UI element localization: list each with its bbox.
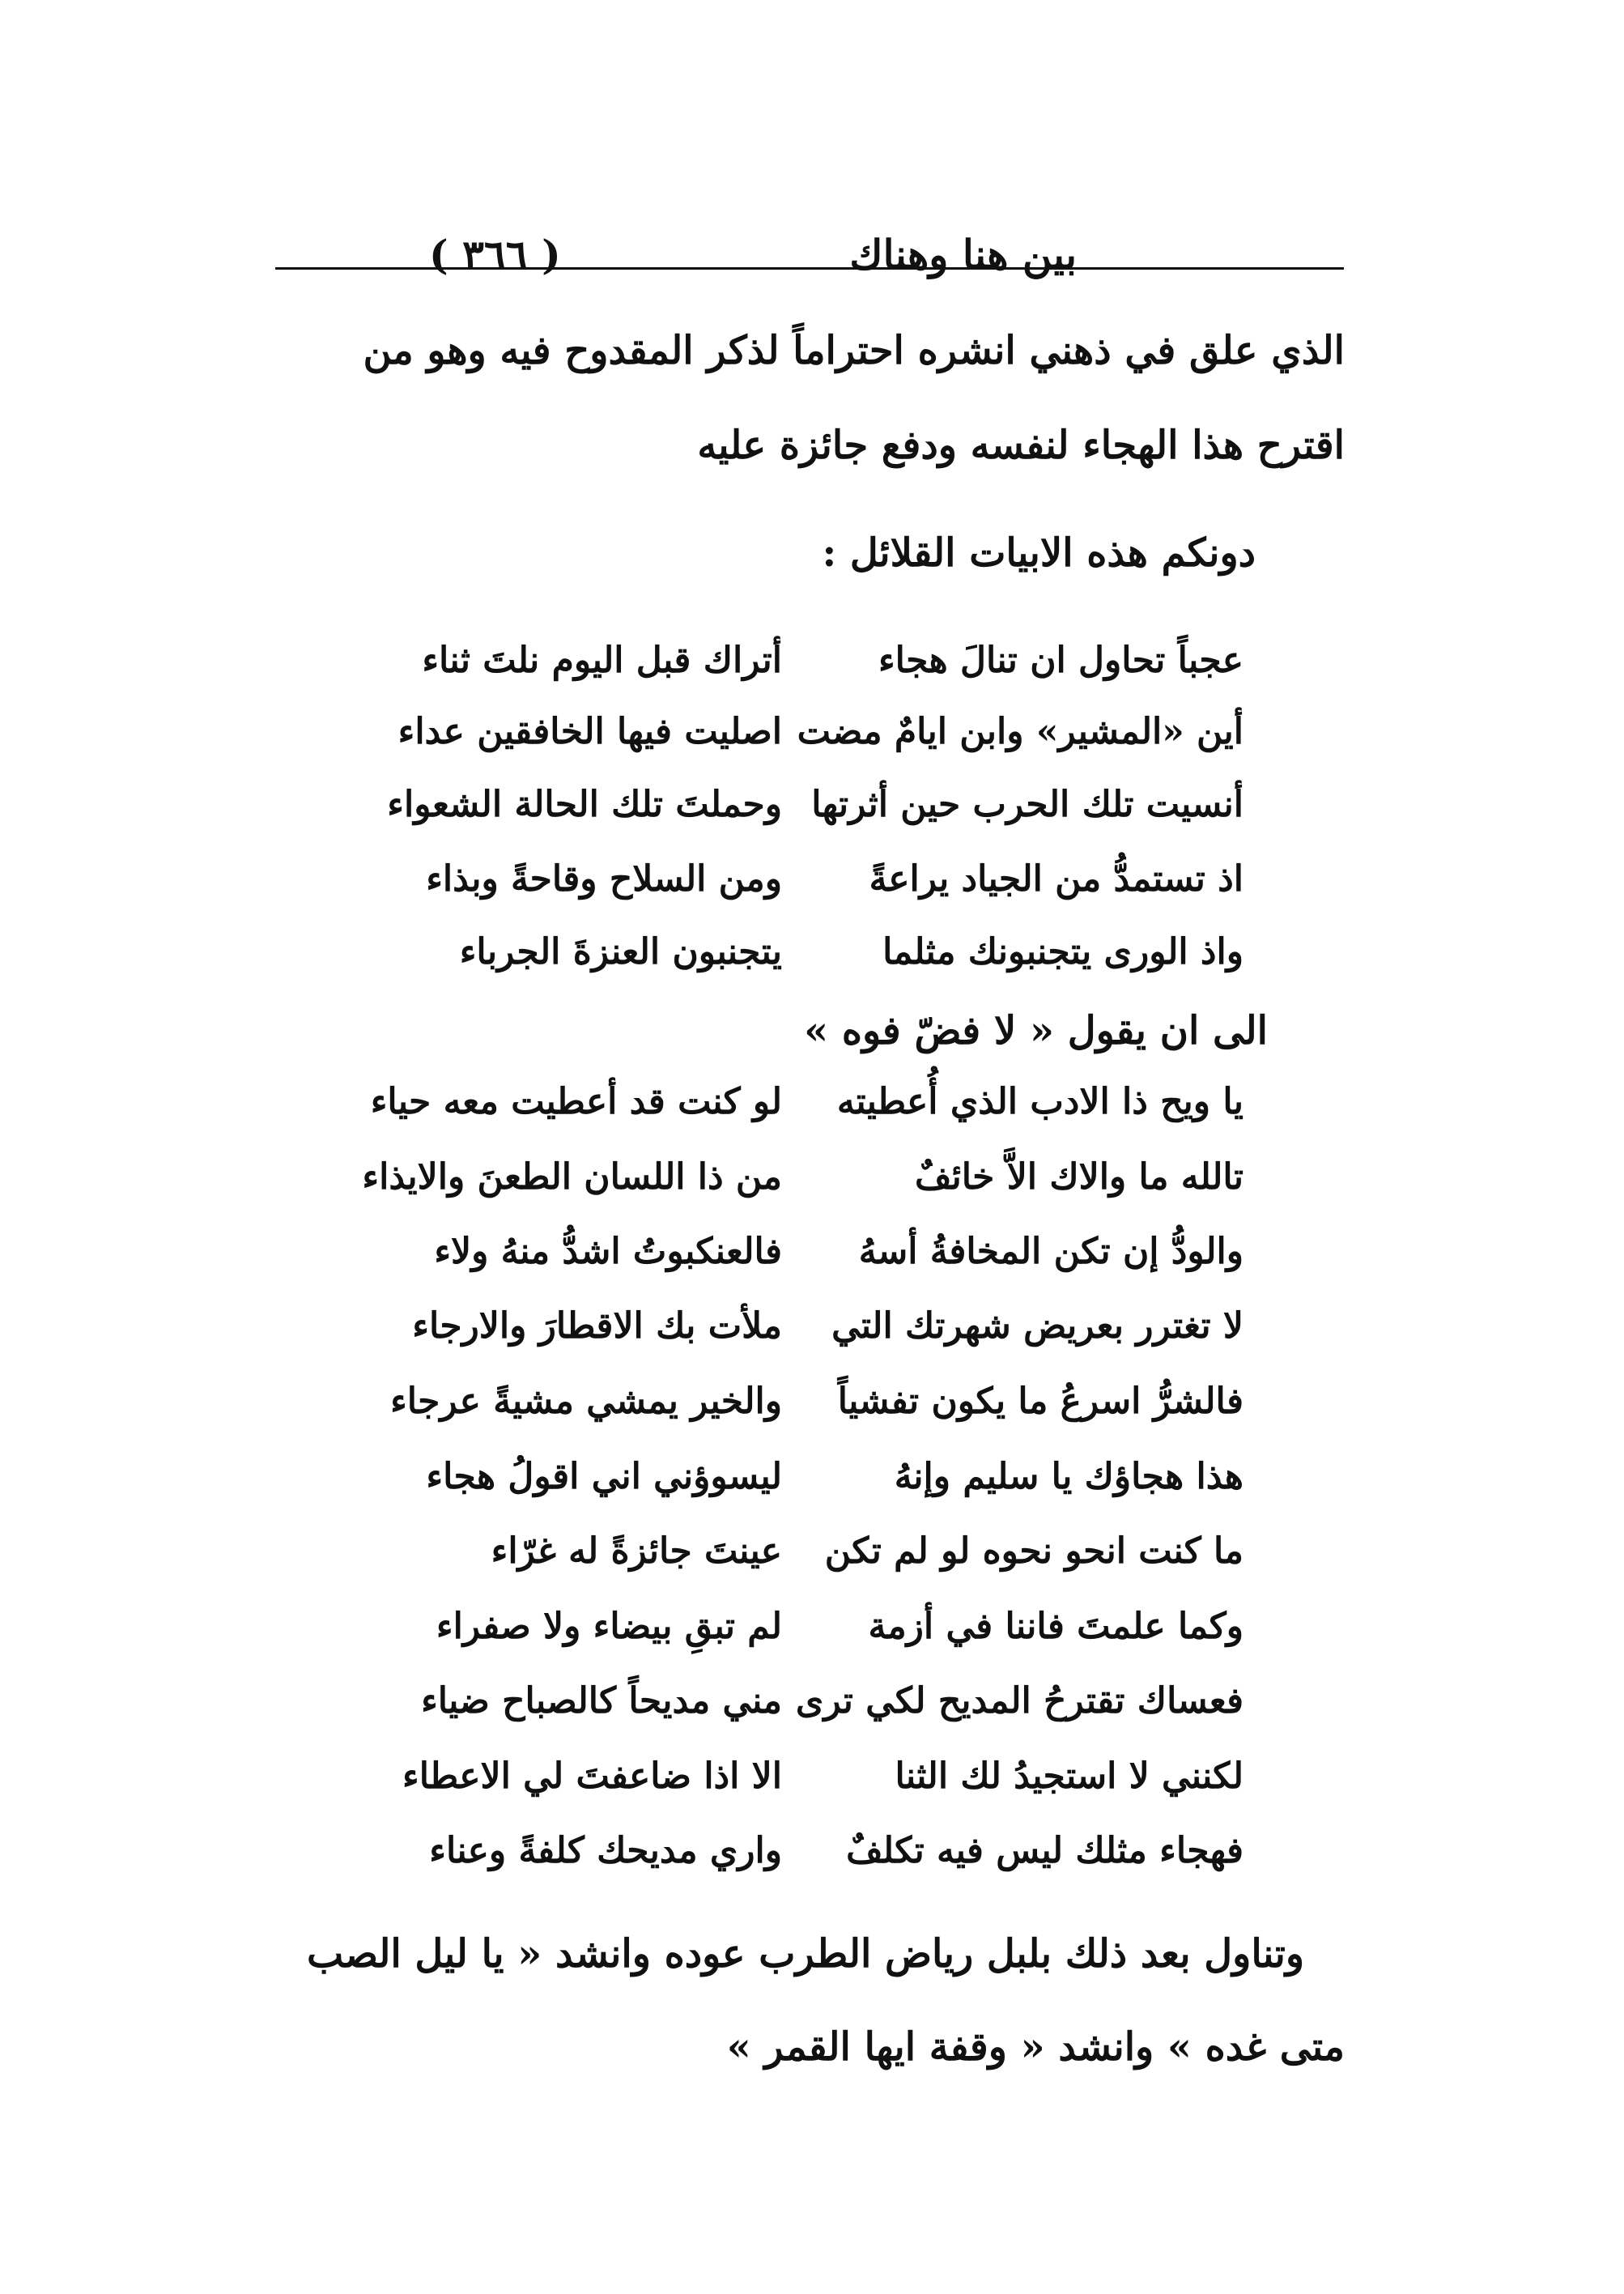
verse xyxy=(0,1830,1624,1887)
closing-line-2: متى غده » وانشد « وقفة ايها القمر » xyxy=(726,2024,1345,2070)
hemistich-first: فعساك تقترحُ المديح لكي ترى xyxy=(795,1680,1244,1722)
hemistich-second: لو كنت قد أعطيت معه حياء xyxy=(370,1081,782,1122)
hemistich-first: والودُّ إن تكن المخافةُ أسهُ xyxy=(858,1231,1244,1272)
verse xyxy=(0,784,1624,841)
prose-line-1: الذي علق في ذهني انشره احتراماً لذكر المقدوح فيه وهو من xyxy=(363,328,1345,373)
verse xyxy=(0,640,1624,696)
verse xyxy=(0,1156,1624,1213)
verse xyxy=(0,1231,1624,1287)
hemistich-second: وحملتَ تلك الحالة الشعواء xyxy=(387,784,782,825)
verse xyxy=(0,711,1624,768)
hemistich-first: يا ويح ذا الادب الذي أُعطيته xyxy=(836,1081,1244,1122)
hemistich-first: فهجاء مثلك ليس فيه تكلفٌ xyxy=(846,1830,1244,1871)
hemistich-first: عجباً تحاول ان تنالَ هجاء xyxy=(878,640,1244,681)
verse xyxy=(0,1680,1624,1737)
hemistich-first: ما كنت انحو نحوه لو لم تكن xyxy=(824,1530,1244,1572)
hemistich-first: أين «المشير» وابن ايامٌ مضت xyxy=(797,711,1244,752)
hemistich-second: اصليت فيها الخافقين عداء xyxy=(397,711,782,752)
closing-line-1: وتناول بعد ذلك بلبل رياض الطرب عوده وانشد « يا ليل الصب xyxy=(307,1931,1304,1977)
hemistich-first: اذ تستمدُّ من الجياد يراعةً xyxy=(869,858,1244,900)
verse xyxy=(0,858,1624,915)
mid-note: الى ان يقول « لا فضّ فوه » xyxy=(804,1008,1268,1053)
hemistich-second: واري مديحك كلفةً وعناء xyxy=(429,1830,782,1871)
hemistich-first: وكما علمتَ فاننا في أزمة xyxy=(868,1606,1244,1647)
hemistich-second: الا اذا ضاعفتَ لي الاعطاء xyxy=(402,1756,782,1797)
hemistich-second: أتراك قبل اليوم نلتَ ثناء xyxy=(422,640,782,681)
hemistich-second: من ذا اللسان الطعنَ والايذاء xyxy=(362,1156,782,1198)
verse xyxy=(0,1530,1624,1587)
verse xyxy=(0,1756,1624,1812)
hemistich-second: ومن السلاح وقاحةً وبذاء xyxy=(426,858,782,900)
hemistich-second: والخير يمشي مشيةً عرجاء xyxy=(390,1381,782,1422)
verse xyxy=(0,1456,1624,1513)
verse xyxy=(0,1606,1624,1662)
hemistich-second: ملأت بك الاقطارَ والارجاء xyxy=(412,1305,782,1347)
hemistich-second: فالعنكبوتُ اشدُّ منهُ ولاء xyxy=(434,1231,782,1272)
verse xyxy=(0,1081,1624,1138)
hemistich-second: مني مديحاً كالصباح ضياء xyxy=(421,1680,782,1722)
verse xyxy=(0,931,1624,988)
verse xyxy=(0,1381,1624,1437)
hemistich-first: واذ الورى يتجنبونك مثلما xyxy=(882,931,1244,973)
hemistich-first: هذا هجاؤك يا سليم وإنهُ xyxy=(894,1456,1244,1497)
hemistich-first: لا تغترر بعريض شهرتك التي xyxy=(831,1305,1244,1347)
page-header xyxy=(275,231,1344,296)
hemistich-first: فالشرُّ اسرعُ ما يكون تفشياً xyxy=(837,1381,1244,1422)
hemistich-second: يتجنبون العنزةَ الجرباء xyxy=(459,931,782,973)
hemistich-second: عينتَ جائزةً له غرّاء xyxy=(491,1530,782,1572)
header-rule xyxy=(275,267,1344,270)
page-number: ( ٣٦٦ ) xyxy=(429,231,561,279)
hemistich-second: ليسوؤني اني اقولُ هجاء xyxy=(426,1456,782,1497)
hemistich-first: تالله ما والاك الاَّ خائفٌ xyxy=(914,1156,1244,1198)
prose-line-2: اقترح هذا الهجاء لنفسه ودفع جائزة عليه xyxy=(697,423,1345,468)
hemistich-second: لم تبقِ بيضاء ولا صفراء xyxy=(436,1606,782,1647)
poem-intro: دونكم هذه الابيات القلائل : xyxy=(822,530,1256,576)
hemistich-first: لكنني لا استجيدُ لك الثنا xyxy=(895,1756,1244,1797)
running-title: بين هنا وهناك xyxy=(849,231,1077,279)
verse xyxy=(0,1305,1624,1362)
hemistich-first: أنسيت تلك الحرب حين أثرتها xyxy=(811,784,1244,825)
